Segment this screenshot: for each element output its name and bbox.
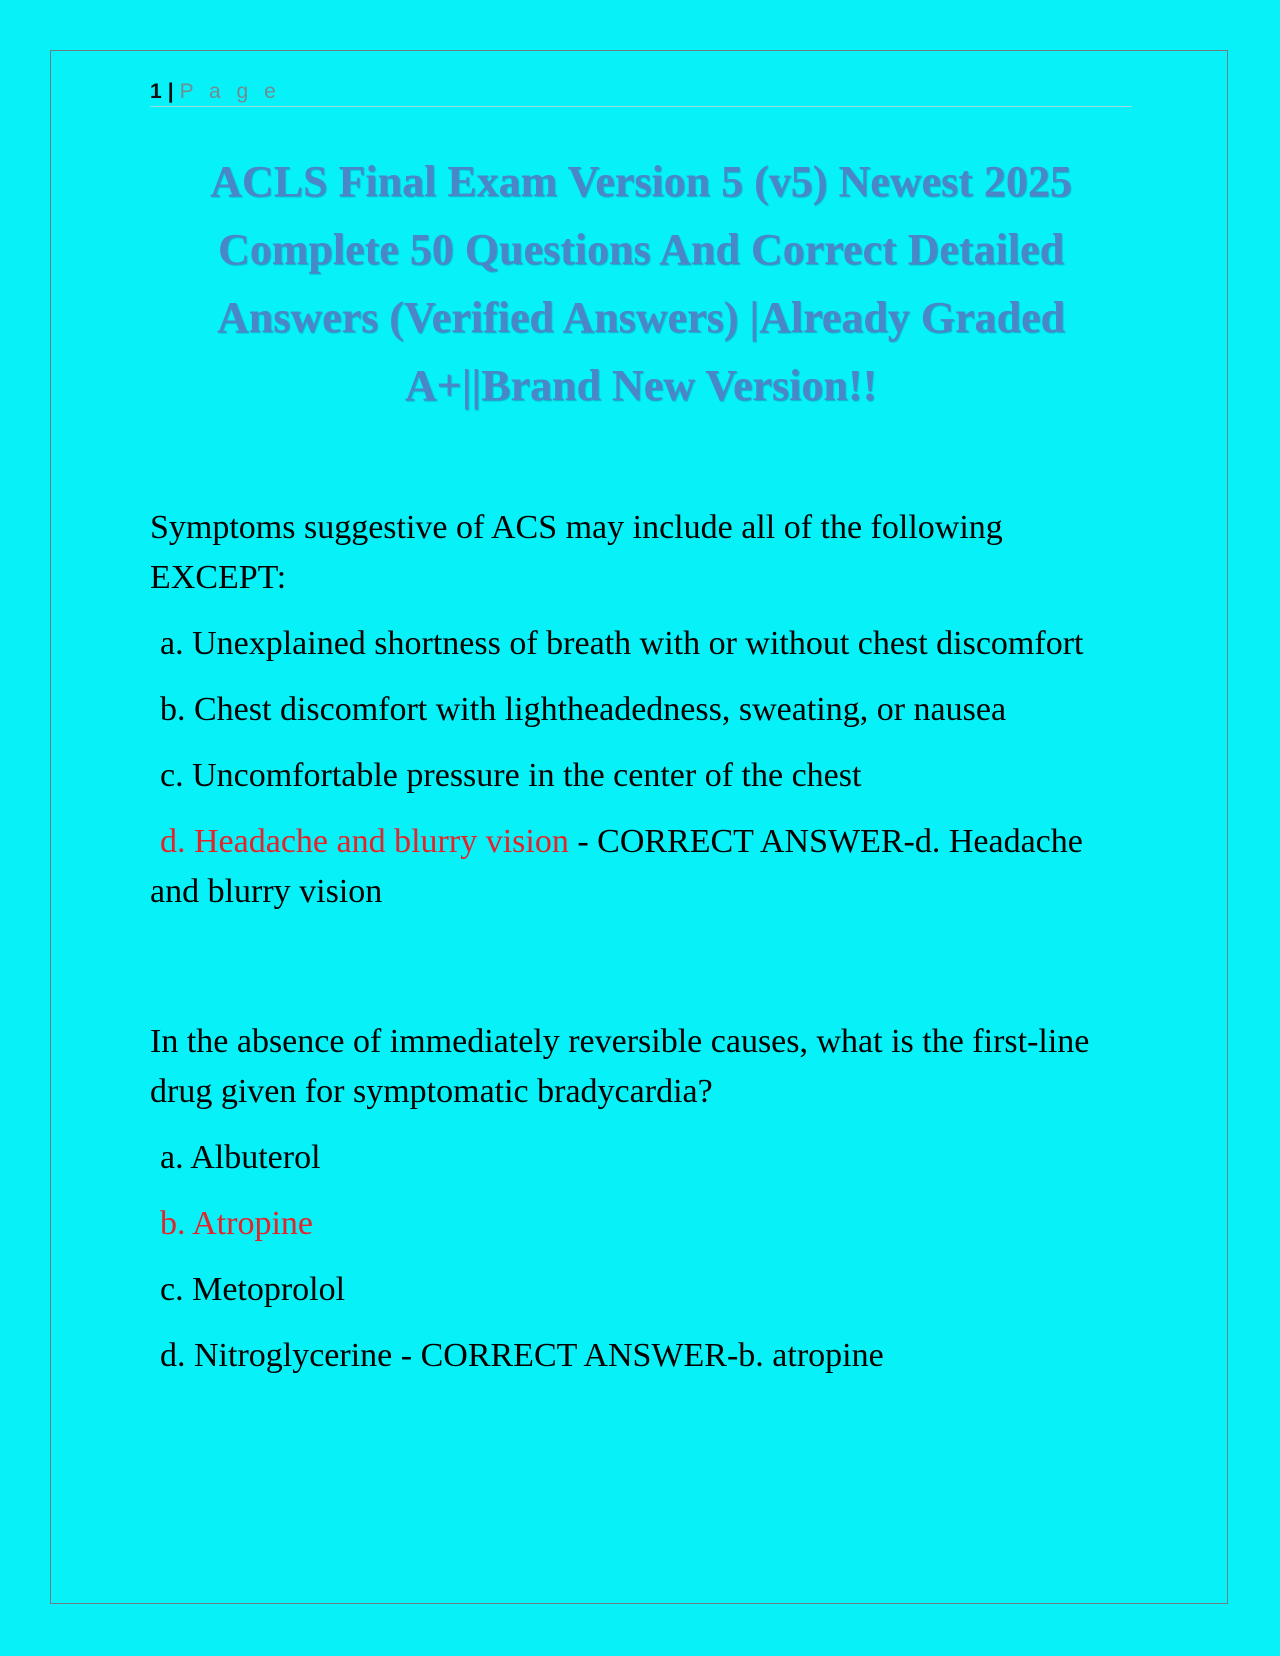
document-title: ACLS Final Exam Version 5 (v5) Newest 2025 Complete 50 Questions And Correct Detailed Answers (Verified Answers) |Already Graded A+||Brand New Version!! (210, 157, 1072, 410)
question-2-option-d-with-answer (150, 1331, 1110, 1381)
document-body (150, 503, 1110, 1397)
page-number: 1 (150, 80, 162, 103)
question-1-option-a: a. Unexplained shortness of breath with or without chest discomfort (160, 625, 1084, 662)
question-1-answer: - CORRECT ANSWER-d. Headache and blurry vision (150, 823, 1083, 910)
question-1-option-b: b. Chest discomfort with lightheadedness, sweating, or nausea (160, 691, 1007, 728)
question-2-option-a: a. Albuterol (160, 1139, 321, 1176)
question-1: Symptoms suggestive of ACS may include all of the following EXCEPT: (150, 509, 1003, 596)
question-1-option-d-with-answer (150, 817, 1110, 917)
header-separator: | (167, 80, 174, 103)
question-2-option-b: b. Atropine (160, 1205, 313, 1242)
question-spacer (150, 933, 1110, 1017)
question-2-answer: - CORRECT ANSWER-b. atropine (392, 1337, 884, 1374)
page-label: P a g e (179, 80, 281, 103)
question-1-option-d: d. Headache and blurry vision (160, 823, 569, 860)
question-1-option-c: c. Uncomfortable pressure in the center of the chest (160, 757, 862, 794)
page-header (150, 78, 1132, 107)
question-2: In the absence of immediately reversible causes, what is the first-line drug given for symptomatic bradycardia? (150, 1023, 1090, 1110)
question-2-option-d: d. Nitroglycerine (160, 1337, 393, 1374)
question-2-option-c: c. Metoprolol (160, 1271, 346, 1308)
